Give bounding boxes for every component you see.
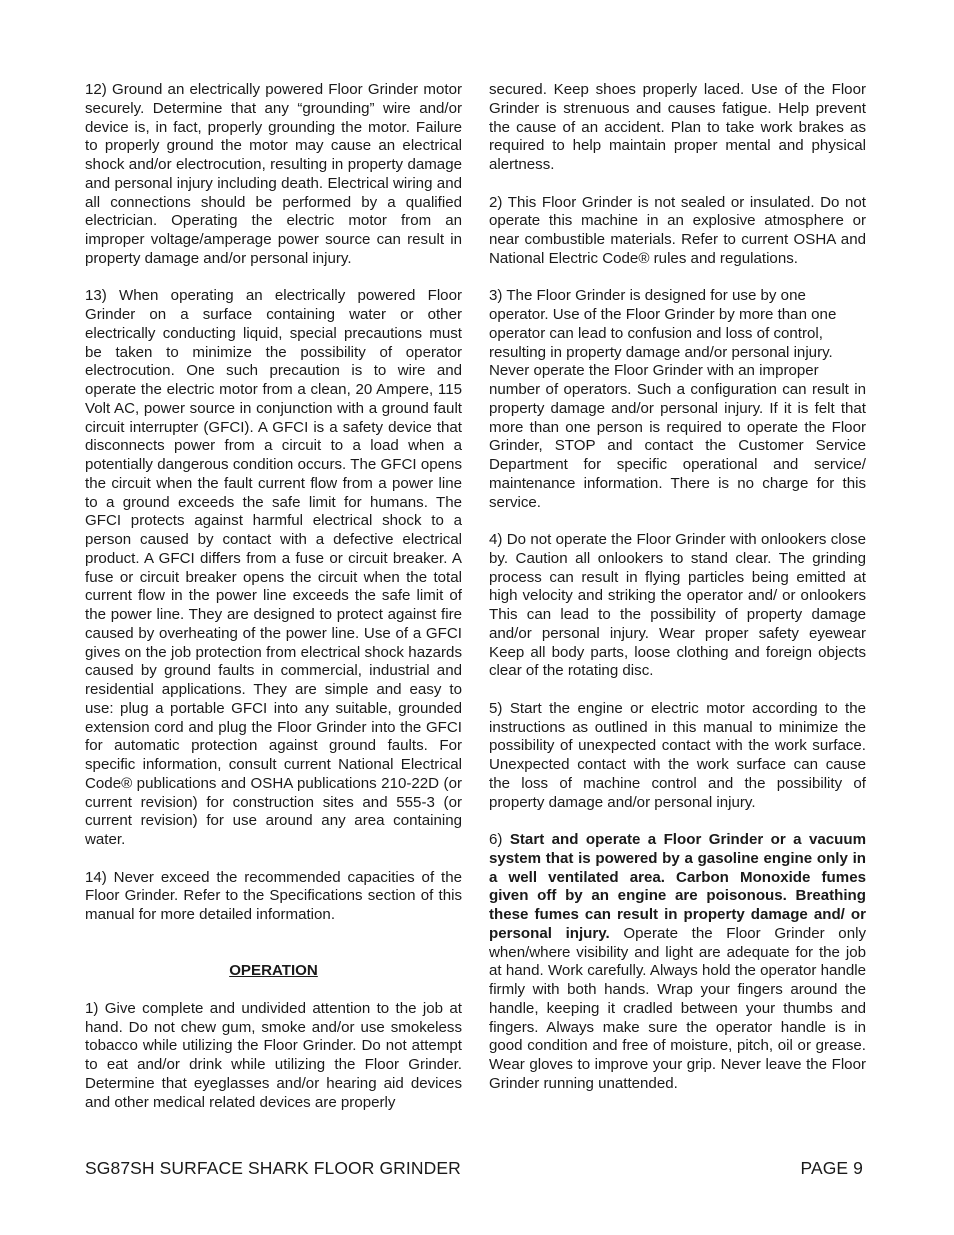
operation-item-6-text: Operate the Floor Grinder only when/where visibility and light are adequate for the job at hand. Work carefully. Always hold the operator handle firmly with both hands. Wrap your fingers around the handle, keeping it cradled between your thumbs and fingers. Always make sure the operator handle is in good condition and free of moisture, pitch, oil or grease. Wear gloves to improve your grip. Never leave the Floor Grinder running unattended. (489, 924, 866, 1092)
operation-item-1-end: secured. Keep shoes properly laced. Use of the Floor Grinder is strenuous and causes fatigue. Help prevent the cause of an accident. Plan to take work brakes as required to help maintain proper mental and physical alertness. (489, 81, 866, 173)
operation-item-5: 5) Start the engine or electric motor according to the instructions as outlined in this manual to minimize the possibility of unexpected contact with the work surface. Unexpected contact with the work surface can cause the loss of machine control and the possibility of property damage and/or personal injury. (489, 699, 866, 811)
paragraph-13: 13) When operating an electrically powered Floor Grinder on a surface containing water or other electrically conducting liquid, special precautions must be taken to minimize the possibility of operator electrocution. One such precaution is to wire and operate the electric motor from a clean, 20 Ampere, 115 Volt AC, power source in conjunction with a ground fault circuit interrupter (GFCI). A GFCI is a safety device that disconnects power from a circuit to a load when a potentially dangerous condition occurs. The GFCI opens the circuit when the fault current flow from a power line to a ground exceeds the safe limit for humans. The GFCI protects against harmful electrical shock to a person caused by contact with a defective electrical product. A GFCI differs from a fuse or circuit breaker. A fuse or circuit breaker opens the circuit when the total current flow in the power line exceeds the safe limit of the power line. They are designed to protect against fire caused by overheating of the power line. Use of a GFCI gives on the job protection from electrical shock hazards caused by ground faults in commercial, industrial and residential applications. They are simple and easy to use: plug a portable GFCI into any suitable, grounded extension cord and plug the Floor Grinder into the GFCI for automatic protection against ground faults. For specific information, consult current National Electrical Code® publications and OSHA publications 210-22D (or current revision) for construction sites and 555-3 (or current revision) for use around any area containing water. (85, 287, 462, 848)
operation-heading: OPERATION (229, 962, 318, 980)
operation-item-3 (489, 287, 866, 512)
footer-manual-title: SG87SH SURFACE SHARK FLOOR GRINDER (85, 1158, 461, 1178)
operation-item-6 (489, 831, 866, 1094)
operation-item-3-part-b: number of operators. Such a configuration can result in property damage and/or personal injury. If it is felt that more than one person is required to operate the Floor Grinder, STOP and contact the Customer Service Department for specific operational and service/ maintenance information. There is no charge for this service. (489, 381, 866, 511)
paragraph-12: 12) Ground an electrically powered Floor Grinder motor securely. Determine that any “grounding” wire and/or device is, in fact, properly grounding the motor. Failure to properly ground the motor may cause an electrical shock and/or electrocution, resulting in property damage and personal injury including death. Electrical wiring and all connections should be performed by a qualified electrician. Operating the electric motor from an improper voltage/amperage power source can result in property damage and/or personal injury. (85, 81, 462, 267)
operation-item-4: 4) Do not operate the Floor Grinder with onlookers close by. Caution all onlookers to stand clear. The grinding process can result in flying particles being emitted at high velocity and striking the operator and/ or onlookers This can lead to the possibility of property damage and/or personal injury. Wear proper safety eyewear Keep all body parts, loose clothing and foreign objects clear of the rotating disc. (489, 531, 866, 680)
operation-item-6-number: 6) (489, 831, 503, 848)
footer-page-number: PAGE 9 (800, 1158, 863, 1178)
operation-item-2: 2) This Floor Grinder is not sealed or insulated. Do not operate this machine in an explosive atmosphere or near combustible materials. Refer to current OSHA and National Electric Code® rules and regulations. (489, 193, 866, 267)
left-column (85, 81, 462, 1131)
operation-item-3-part-a: 3) The Floor Grinder is designed for use by one operator. Use of the Floor Grinder by more than one operator can lead to confusion and loss of control, resulting in property damage and/or personal injury. Never operate the Floor Grinder with an improper (489, 287, 837, 380)
paragraph-14: 14) Never exceed the recommended capacities of the Floor Grinder. Refer to the Specifications section of this manual for more detailed information. (85, 868, 462, 923)
right-column (489, 81, 866, 1112)
carbon-monoxide-warning: Start and operate a Floor Grinder or a vacuum system that is powered by a gasoline engine only in a well ventilated area. Carbon Monoxide fumes given off by an engine are poisonous. Breathing these fumes can result in property damage and/ or personal injury. (489, 831, 866, 942)
operation-item-1-start: 1) Give complete and undivided attention to the job at hand. Do not chew gum, smoke and/or use smokeless tobacco while utilizing the Floor Grinder. Do not attempt to eat and/or drink while utilizing the Floor Grinder. Determine that eyeglasses and/or hearing aid devices and other medical related devices are properly (85, 999, 462, 1111)
